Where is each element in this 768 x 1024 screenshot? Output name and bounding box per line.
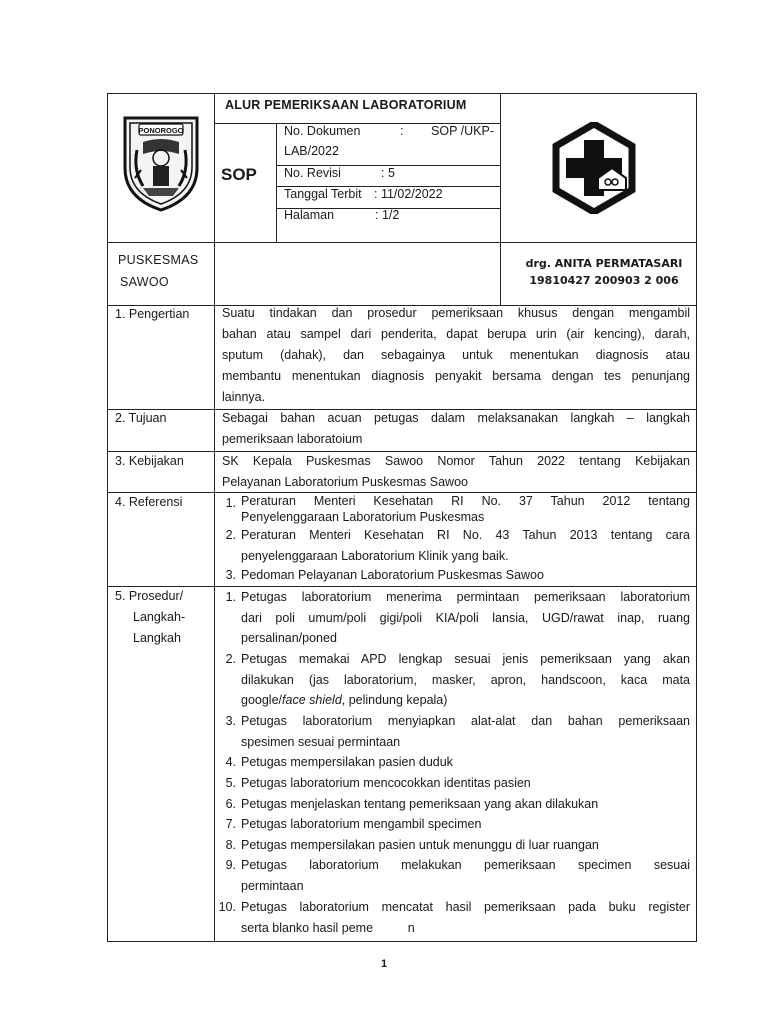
signer-name: drg. ANITA PERMATASARI <box>525 257 683 270</box>
prosedur-9-line-1: Petugas laboratorium melakukan pemeriksaan specimen sesuai <box>241 858 690 872</box>
halaman-label: Halaman <box>284 208 335 222</box>
puskesmas-name: SAWOO <box>120 275 169 289</box>
kebijakan-line-2: Pelayanan Laboratorium Puskesmas Sawoo <box>222 475 468 489</box>
prosedur-2-line-1: Petugas memakai APD lengkap sesuai jenis pemeriksaan yang akan <box>241 652 690 666</box>
prosedur-3-line-2: spesimen sesuai permintaan <box>241 734 401 749</box>
prosedur-6-line-1: Petugas menjelaskan tentang pemeriksaan yang akan dilakukan <box>241 797 599 811</box>
tujuan-line-1: Sebagai bahan acuan petugas dalam melaksanakan langkah – langkah <box>222 411 690 425</box>
prosedur-number: 10. <box>218 900 236 914</box>
tujuan-line-2: pemeriksaan laboratoium <box>222 432 363 446</box>
prosedur-2-line-3: google/face shield, pelindung kepala) <box>241 693 448 707</box>
referensi-number: 2. <box>225 528 236 542</box>
pengertian-line-2: bahan atau sampel dari penderita, dapat berupa urin (air kencing), darah, <box>222 327 690 341</box>
prosedur-4-line-1: Petugas mempersilakan pasien duduk <box>241 755 453 769</box>
kebijakan-line-1: SK Kepala Puskesmas Sawoo Nomor Tahun 2022 tentang Kebijakan <box>222 454 690 468</box>
prosedur-10-line-2: serta blanko hasil peme n <box>241 920 415 935</box>
prosedur-label-2: Langkah- <box>133 610 186 624</box>
prosedur-8-line-1: Petugas mempersilakan pasien untuk menunggu di luar ruangan <box>241 838 599 852</box>
halaman-value: : 1/2 <box>375 208 400 222</box>
prosedur-5-line-1: Petugas laboratorium mencocokkan identitas pasien <box>241 776 531 790</box>
referensi-3-line-1: Pedoman Pelayanan Laboratorium Puskesmas Sawoo <box>241 568 544 582</box>
prosedur-1-line-1: Petugas laboratorium menerima permintaan pemeriksaan laboratorium <box>241 590 690 604</box>
pengertian-label: 1. Pengertian <box>115 307 190 321</box>
prosedur-number: 3. <box>225 714 236 728</box>
referensi-1-line-1: Peraturan Menteri Kesehatan RI No. 37 Tahun 2012 tentang <box>241 494 690 508</box>
no-revisi-label: No. Revisi <box>284 166 341 180</box>
prosedur-10-line-1: Petugas laboratorium mencatat hasil pemeriksaan pada buku register <box>241 900 690 914</box>
ponorogo-seal-logo <box>113 110 209 214</box>
referensi-label: 4. Referensi <box>115 495 183 509</box>
signer-nip: 19810427 200903 2 006 <box>529 274 679 287</box>
pengertian-line-5: lainnya. <box>222 390 266 404</box>
referensi-1-line-2: Penyelenggaraan Laboratorium Puskesmas <box>241 510 485 524</box>
tanggal-terbit-value: : 11/02/2022 <box>374 187 443 201</box>
svg-text:PONOROGO: PONOROGO <box>138 126 184 135</box>
referensi-number: 3. <box>225 568 236 582</box>
no-revisi-value: : 5 <box>381 166 395 180</box>
no-dokumen-sep: : <box>400 124 404 138</box>
prosedur-number: 5. <box>225 776 236 790</box>
referensi-number: 1. <box>225 496 236 510</box>
prosedur-label-3: Langkah <box>133 631 181 645</box>
referensi-2-line-1: Peraturan Menteri Kesehatan RI No. 43 Tahun 2013 tentang cara <box>241 528 690 542</box>
prosedur-3-line-1: Petugas laboratorium menyiapkan alat-alat dan bahan pemeriksaan <box>241 714 690 728</box>
prosedur-number: 8. <box>225 838 236 852</box>
pengertian-line-1: Suatu tindakan dan prosedur pemeriksaan khusus dengan mengambil <box>222 306 690 320</box>
puskesmas-logo <box>548 122 640 214</box>
tujuan-label: 2. Tujuan <box>115 411 167 425</box>
page-number: 1 <box>380 958 388 970</box>
tanggal-terbit-label: Tanggal Terbit <box>284 187 362 201</box>
prosedur-2-line-2: dilakukan (jas laboratorium, masker, apron, handscoon, kaca mata <box>241 672 690 687</box>
prosedur-number: 9. <box>225 858 236 872</box>
document-title: ALUR PEMERIKSAAN LABORATORIUM <box>225 98 467 112</box>
prosedur-number: 7. <box>225 817 236 831</box>
pengertian-text <box>222 303 690 408</box>
kebijakan-label: 3. Kebijakan <box>115 454 184 468</box>
sop-label: SOP <box>221 165 257 184</box>
kebijakan-text <box>222 451 690 493</box>
pengertian-line-4: membantu menentukan diagnosis penyakit bersama dengan tes penunjang <box>222 369 690 383</box>
pengertian-line-3: sputum (dahak), dan sebagainya untuk menentukan diagnosis atau <box>222 348 690 362</box>
prosedur-7-line-1: Petugas laboratorium mengambil specimen <box>241 817 482 831</box>
no-dokumen-label: No. Dokumen <box>284 124 361 138</box>
no-dokumen-value-cont: LAB/2022 <box>284 144 339 158</box>
puskesmas-label: PUSKESMAS <box>118 253 199 267</box>
prosedur-number: 1. <box>225 590 236 604</box>
prosedur-number: 4. <box>225 755 236 769</box>
prosedur-1-line-3: persalinan/poned <box>241 631 337 645</box>
referensi-2-line-2: penyelenggaraan Laboratorium Klinik yang baik. <box>241 548 509 563</box>
no-dokumen-value: SOP /UKP- <box>431 124 494 138</box>
prosedur-number: 2. <box>225 652 236 666</box>
prosedur-1-line-2: dari poli umum/poli gigi/poli KIA/poli lansia, UGD/rawat inap, ruang <box>241 610 690 625</box>
meta-divider <box>276 123 277 243</box>
prosedur-number: 6. <box>225 797 236 811</box>
tujuan-text <box>222 408 690 450</box>
prosedur-9-line-2: permintaan <box>241 878 304 893</box>
prosedur-label: 5. Prosedur/ <box>115 589 184 603</box>
